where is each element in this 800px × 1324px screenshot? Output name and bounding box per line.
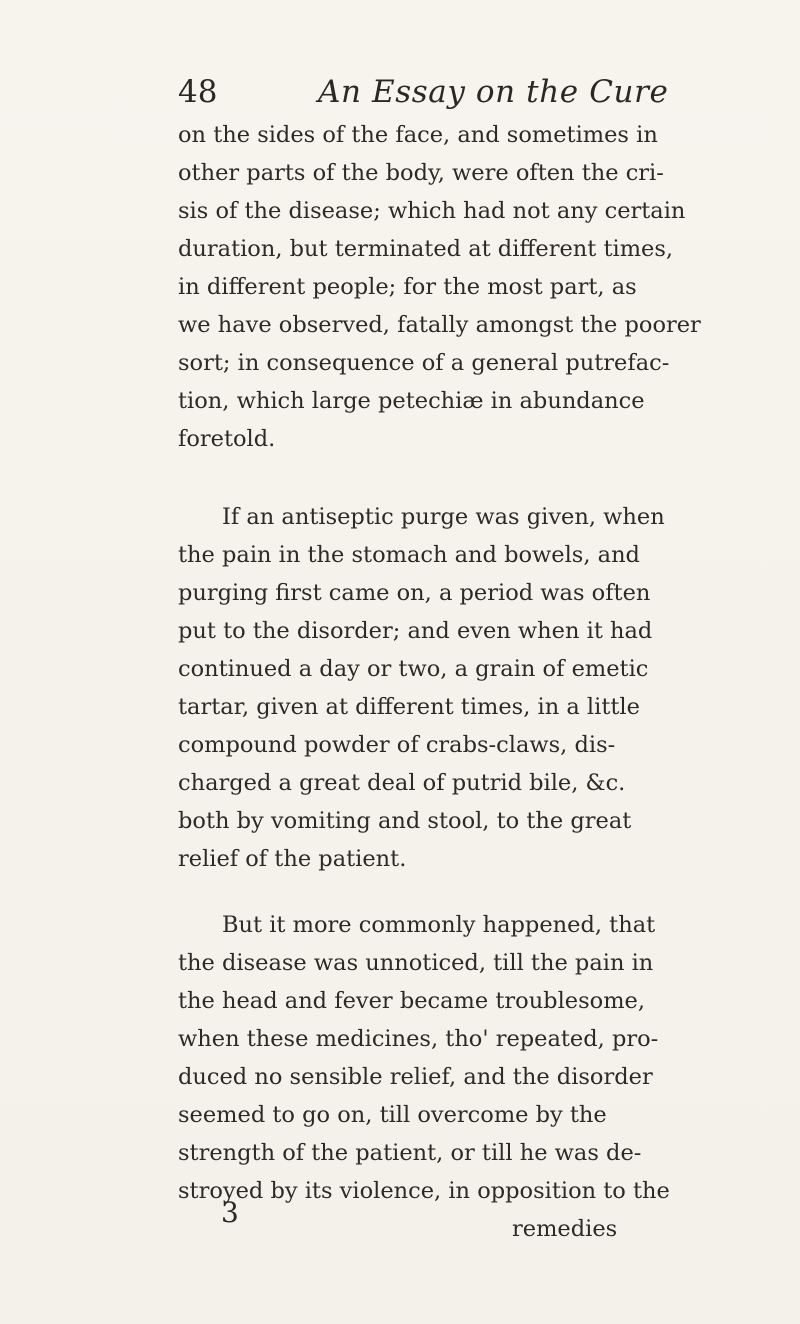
- text-line-19: relief of the patient.: [178, 846, 407, 872]
- text-line-13: put to the disorder; and even when it had: [178, 618, 653, 644]
- text-line-7: sort; in consequence of a general putrefac-: [178, 350, 670, 376]
- text-line-18: both by vomiting and stool, to the great: [178, 808, 632, 834]
- signature-mark: 3: [221, 1196, 239, 1229]
- text-line-25: seemed to go on, till overcome by the: [178, 1102, 607, 1128]
- text-line-4: duration, but terminated at different times,: [178, 236, 674, 262]
- paragraph-2-line-1: If an antiseptic purge was given, when: [222, 504, 665, 530]
- text-line-11: the pain in the stomach and bowels, and: [178, 542, 640, 568]
- text-line-22: the head and fever became troublesome,: [178, 988, 645, 1014]
- text-line-16: compound powder of crabs-claws, dis-: [178, 732, 616, 758]
- paragraph-3-line-1: But it more commonly happened, that: [222, 912, 656, 938]
- text-line-12: purging first came on, a period was often: [178, 580, 651, 606]
- text-line-2: other parts of the body, were often the cri-: [178, 160, 664, 186]
- text-line-5: in different people; for the most part, as: [178, 274, 637, 300]
- text-line-8: tion, which large petechiæ in abundance: [178, 388, 645, 414]
- running-head: An Essay on the Cure: [318, 74, 669, 110]
- text-line-1: on the sides of the face, and sometimes in: [178, 122, 658, 148]
- text-line-6: we have observed, fatally amongst the poorer: [178, 312, 701, 338]
- text-line-24: duced no sensible relief, and the disorder: [178, 1064, 653, 1090]
- text-line-21: the disease was unnoticed, till the pain in: [178, 950, 654, 976]
- text-line-3: sis of the disease; which had not any certain: [178, 198, 686, 224]
- page-number: 48: [178, 74, 218, 110]
- text-line-27: stroyed by its violence, in opposition to the: [178, 1178, 670, 1204]
- text-line-14: continued a day or two, a grain of emetic: [178, 656, 649, 682]
- page-header: [178, 72, 698, 112]
- catchword: remedies: [512, 1216, 618, 1242]
- text-line-23: when these medicines, tho' repeated, pro-: [178, 1026, 659, 1052]
- text-line-9: foretold.: [178, 426, 276, 452]
- text-line-26: strength of the patient, or till he was de-: [178, 1140, 642, 1166]
- text-line-17: charged a great deal of putrid bile, &c.: [178, 770, 626, 796]
- text-line-15: tartar, given at different times, in a little: [178, 694, 640, 720]
